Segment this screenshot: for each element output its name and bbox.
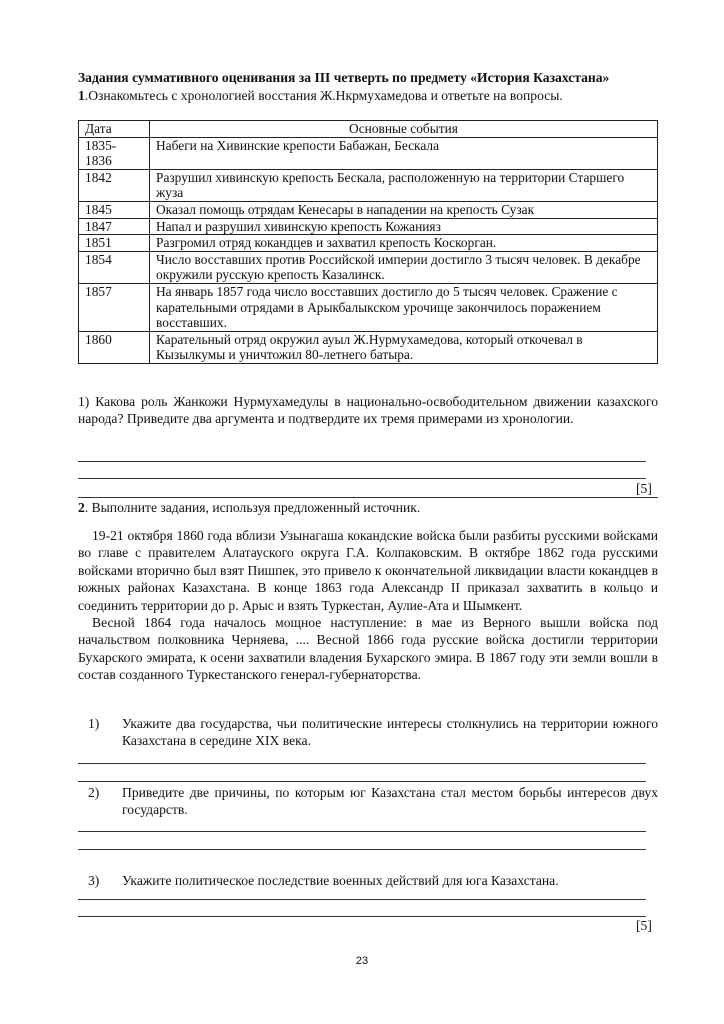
task2-question-2 xyxy=(88,784,658,819)
row-event: Разрушил хивинскую крепость Бескала, расположенную на территории Старшего жуза xyxy=(150,169,658,201)
answer-line[interactable] xyxy=(78,849,646,850)
task1-score: [5] xyxy=(636,481,652,496)
answer-line[interactable] xyxy=(78,781,646,782)
question-number: 3) xyxy=(88,873,100,888)
row-date: 1847 xyxy=(79,218,150,235)
source-paragraph: 19-21 октября 1860 года вблизи Узынагаша кокандские войска были разбиты русскими войсками во главе с правителем Алатауского округа Г.А. Колпаковским. В октябре 1862 года русскими войсками вторично был взят Пишпек, это привело к окончательной ликвидации власти кокандцев в южных районах Казахстана. В конце 1863 года Александр II приказал захватить в кольцо и соединить территории до р. Арыс и взять Туркестан, Аулие-Ата и Шымкент. xyxy=(78,528,658,613)
table-row xyxy=(79,218,658,235)
answer-line[interactable] xyxy=(78,899,646,900)
page-number: 23 xyxy=(355,955,369,967)
column-header-date: Дата xyxy=(79,121,150,138)
answer-line[interactable] xyxy=(78,478,646,479)
answer-line[interactable] xyxy=(78,763,646,764)
table-row xyxy=(79,331,658,363)
row-event: Напал и разрушил хивинскую крепость Кожанияз xyxy=(150,218,658,235)
task2-question-3 xyxy=(88,872,658,889)
table-row xyxy=(79,283,658,331)
table-row xyxy=(79,201,658,218)
task1-number: 1 xyxy=(78,88,85,103)
row-date: 1851 xyxy=(79,235,150,252)
task2-question-1 xyxy=(88,715,658,750)
row-event: Карательный отряд окружил ауыл Ж.Нурмухамедова, который откочевал в Кызылкумы и уничтожил 80-летнего батыра. xyxy=(150,331,658,363)
question-number: 1) xyxy=(88,716,100,731)
row-date: 1842 xyxy=(79,169,150,201)
question-text: Укажите политическое последствие военных действий для юга Казахстана. xyxy=(122,873,559,888)
row-date: 1857 xyxy=(79,283,150,331)
task2-score: [5] xyxy=(636,918,652,933)
answer-line[interactable] xyxy=(78,461,646,462)
row-event: Число восставших против Российской империи достигло 3 тысяч человек. В декабре окружили русскую крепость Казалинск. xyxy=(150,251,658,283)
row-event: Набеги на Хивинские крепости Бабажан, Бескала xyxy=(150,137,658,169)
table-row xyxy=(79,169,658,201)
column-header-events: Основные события xyxy=(150,121,658,138)
row-date: 1854 xyxy=(79,251,150,283)
row-date: 1835- 1836 xyxy=(79,137,150,169)
task1-instruction-text: .Ознакомьтесь с хронологией восстания Ж.Нкрмухамедова и ответьте на вопросы. xyxy=(84,88,563,103)
task2-instruction-text: . Выполните задания, используя предложенный источник. xyxy=(84,500,421,515)
task1-question: 1) Какова роль Жанкожи Нурмухамедулы в национально-освободительном движении казахского народа? Приведите два аргумента и подтвердите их тремя примерами из хронологии. xyxy=(78,394,658,426)
task2-instruction xyxy=(78,500,420,516)
page-title: Задания суммативного оценивания за III четверть по предмету «История Казахстана» xyxy=(78,70,610,85)
answer-line[interactable] xyxy=(78,916,646,917)
section-divider xyxy=(78,497,658,498)
task2-number: 2 xyxy=(78,500,85,515)
source-paragraph: Весной 1864 года началось мощное наступление: в мае из Верного вышли войска под начальством полковника Черняева, .... Весной 1866 года русские войска достигли территории Бухарского эмирата, к осени захватили владения Бухарского эмира. В 1867 году эти земли вошли в состав созданного Туркестанского генерал-губернаторства. xyxy=(78,615,658,683)
question-text: Приведите две причины, по которым юг Казахстана стал местом борьбы интересов двух государств. xyxy=(122,785,658,818)
answer-line[interactable] xyxy=(78,831,646,832)
question-text: Укажите два государства, чьи политические интересы столкнулись на территории южного Казахстана в середине XIX века. xyxy=(122,716,658,749)
row-event: На январь 1857 года число восставших достигло до 5 тысяч человек. Сражение с карательными отрядами в Арыкбалыкском урочище закончилось поражением восставших. xyxy=(150,283,658,331)
row-event: Разгромил отряд кокандцев и захватил крепость Коскорган. xyxy=(150,235,658,252)
row-date: 1845 xyxy=(79,201,150,218)
table-header-row xyxy=(79,121,658,138)
row-date: 1860 xyxy=(79,331,150,363)
row-event: Оказал помощь отрядам Кенесары в нападении на крепость Сузак xyxy=(150,201,658,218)
table-row xyxy=(79,235,658,252)
question-number: 2) xyxy=(88,785,100,800)
table-row xyxy=(79,137,658,169)
table-row xyxy=(79,251,658,283)
task1-instruction xyxy=(78,88,563,104)
chronology-table xyxy=(78,120,658,364)
source-text xyxy=(78,527,658,684)
